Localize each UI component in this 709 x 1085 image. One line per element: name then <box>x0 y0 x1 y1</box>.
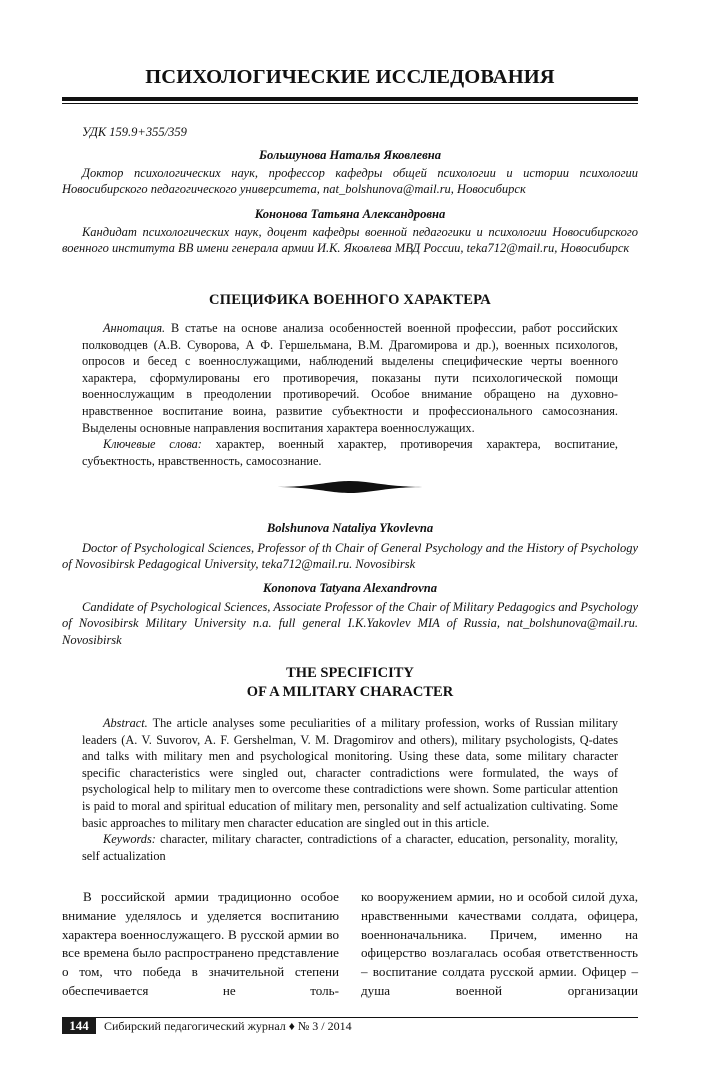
body-paragraph-1: В российской армии традиционно особое внимание уделялось и уделяется воспитанию характера военнослужащего. В русской армии во все времена было распространено представление о том, что победа в значительной степени обеспечивается не толь- <box>62 889 339 998</box>
article-title-en-line2: OF A MILITARY CHARACTER <box>246 683 454 700</box>
body-column-left <box>62 888 339 1001</box>
header-rule-thin <box>62 103 638 104</box>
author2-en: Kononova Tatyana Alexandrovna <box>262 581 437 595</box>
article-title-en <box>62 664 638 701</box>
author2-affiliation-en: Candidate of Psychological Sciences, Associate Professor of the Chair of Military Pedagogics and Psychology of Novosibirsk Military University n.a. full general I.K.Yakovlev MIA of Russia, nat_bolshunova@mail.ru. Novosibirsk <box>62 600 638 647</box>
keywords-text-en: character, military character, contradictions of a character, education, personality, morality, self actualization <box>82 832 618 863</box>
udk-code: УДК 159.9+355/359 <box>82 125 187 139</box>
author1-affiliation-ru: Доктор психологических наук, профессор кафедры общей психологии и истории психологии Новосибирского педагогического университета, nat_bolshunova@mail.ru, Новосибирск <box>62 166 638 197</box>
header-rule-thick <box>62 97 638 101</box>
body-column-right <box>361 888 638 1001</box>
keywords-label-ru: Ключевые слова: <box>103 437 202 452</box>
author1-ru: Большунова Наталья Яковлевна <box>258 148 442 162</box>
author1-affiliation-en: Doctor of Psychological Sciences, Professor of th Chair of General Psychology and the History of Psychology of Novosibirsk Pedagogical University, teka712@mail.ru. Novosibirsk <box>62 541 638 572</box>
abstract-label-en: Abstract. <box>103 716 148 730</box>
abstract-en <box>82 715 618 864</box>
author2-affiliation-ru: Кандидат психологических наук, доцент кафедры военной педагогики и психологии Новосибирского военного института ВВ имени генерала армии И.К. Яковлева МВД России, teka712@mail.ru, Новосибирск <box>62 225 638 256</box>
ornament-divider <box>274 480 426 494</box>
author1-en: Bolshunova Nataliya Ykovlevna <box>266 521 434 535</box>
abstract-label-ru: Аннотация. <box>103 321 166 335</box>
body-paragraph-2: ко вооружением армии, но и особой силой духа, нравственными качествами солдата, офицера, военноначальника. Причем, именно на офицерство возлагалась особая ответственность – воспитание солдата русской армии. Офицер – душа военной организации <box>361 889 638 998</box>
article-title-ru: СПЕЦИФИКА ВОЕННОГО ХАРАКТЕРА <box>209 292 491 308</box>
keywords-label-en: Keywords: <box>103 832 156 847</box>
abstract-text-ru: В статье на основе анализа особенностей военной профессии, работ российских полководцев (А.В. Суворова, А Ф. Гершельмана, В.М. Драгомирова и др.), военных психологов, опросов и бесед с военнослужащими, наблюдений выделены специфические черты военного характера, сформулированы его противоречия, показаны пути психологической помощи военнослужащим в преодолении противоречий. Особое внимание обращено на духовно-нравственное воспитание воина, развитие субъектности и профессионального самосознания. Выделены основные направления воспитания характера военнослужащих. <box>82 321 618 435</box>
journal-name: Сибирский педагогический журнал ♦ № 3 / 2014 <box>104 1019 352 1033</box>
section-title: ПСИХОЛОГИЧЕСКИЕ ИССЛЕДОВАНИЯ <box>145 66 555 88</box>
page-number: 144 <box>62 1017 96 1034</box>
abstract-text-en: The article analyses some peculiarities of a military profession, works of Russian military leaders (A. V. Suvorov, A. F. Gershelman, V. M. Dragomirov and others), military psychologists, Q-dates and talks with military men and psychological monitoring. Using these data, some military character specific characteristics were singled out, character contradictions were formulated, the ways of psychological help to military men to overcome these contradictions were shown. Some particular attention is paid to moral and spiritual education of military men, personality and self actualization cultivating. Some basic approaches to military men character education are singled out in this article. <box>82 716 618 830</box>
keywords-text-ru: характер, военный характер, противоречия характера, воспитание, субъектность, нравственность, самосознание. <box>82 437 618 468</box>
abstract-ru <box>82 320 618 469</box>
author2-ru: Кононова Татьяна Александровна <box>254 207 446 221</box>
article-title-en-line1: THE SPECIFICITY <box>286 665 414 681</box>
